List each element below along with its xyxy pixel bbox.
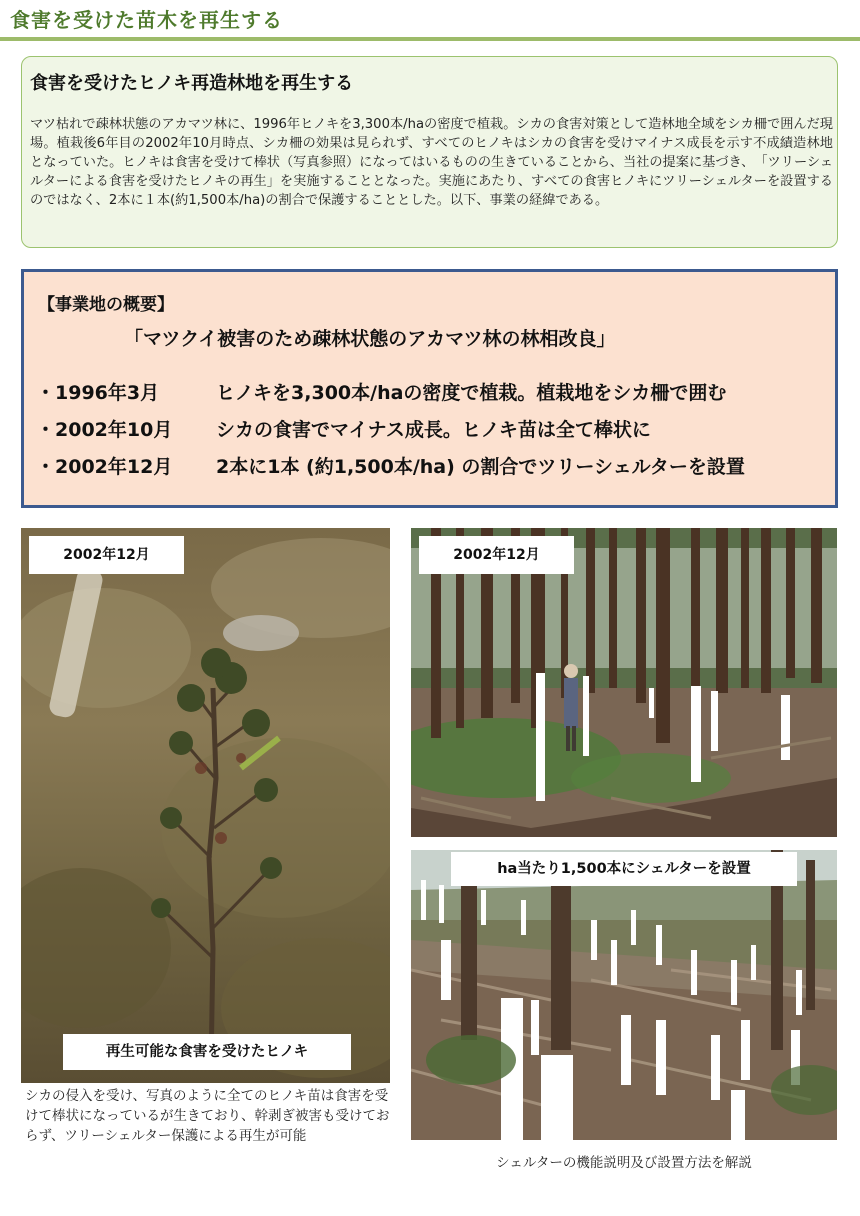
timeline-item (36, 452, 826, 489)
shelter-density-label: ha当たり1,500本にシェルターを設置 (451, 852, 797, 886)
timeline-text: 2本に1本 (約1,500本/ha) の割合でツリーシェルターを設置 (216, 456, 745, 478)
seedling-photo-illustration (21, 528, 390, 1083)
intro-body: マツ枯れで疎林状態のアカマツ林に、1996年ヒノキを3,300本/haの密度で植栽。シカの食害対策として造林地全域をシカ柵で囲んだ現場。植栽後6年目の2002年10月時点、シカ柵の効果は見られず、すべてのヒノキはシカの食害を受けマイナス成長を示す不成績造林地となっていた。ヒノキは食害を受けて棒状（写真参照）になってはいるものの生きていることから、当社の提案に基づき、 「ツリーシェルターによる食害を受けたヒノキの再生」を実施することとなった。実施にあたり、すべての食害ヒノキにツリーシェルターを設置するのではなく、2本に１本(約1,500本/ha)の割合で保護することとした。以下、事業の経緯である。 (30, 117, 833, 208)
summary-heading: 【事業地の概要】 (38, 295, 174, 315)
timeline-item (36, 415, 826, 452)
timeline-date: ・1996年3月 (36, 382, 160, 404)
hillside-photo-illustration (411, 850, 837, 1140)
timeline-text: シカの食害でマイナス成長。ヒノキ苗は全て棒状に (216, 419, 651, 441)
timeline-date: ・2002年12月 (36, 456, 173, 478)
intro-title: 食害を受けたヒノキ再造林地を再生する (30, 73, 354, 94)
photo-hillside-shelters (411, 850, 837, 1140)
seedling-label: 再生可能な食害を受けたヒノキ (63, 1034, 351, 1070)
photo-forest-shelters (411, 528, 837, 837)
photo-date-label: 2002年12月 (419, 536, 574, 574)
page-header (0, 0, 860, 40)
page-title: 食害を受けた苗木を再生する (10, 8, 283, 32)
timeline-item (36, 378, 826, 415)
project-summary-box (21, 269, 838, 508)
photo-date-label: 2002年12月 (29, 536, 184, 574)
forest-photo-illustration (411, 528, 837, 837)
intro-box (21, 56, 838, 248)
timeline-list (36, 378, 826, 489)
timeline-date: ・2002年10月 (36, 419, 173, 441)
right-photo-caption: シェルターの機能説明及び設置方法を解説 (496, 1155, 752, 1171)
left-photo-caption: シカの侵入を受け、写真のように全てのヒノキ苗は食害を受けて棒状になっているが生きており、幹剥ぎ被害も受けておらず、ツリーシェルター保護による再生が可能 (25, 1088, 390, 1144)
timeline-text: ヒノキを3,300本/haの密度で植栽。植栽地をシカ柵で囲む (216, 382, 727, 404)
summary-subtitle: 「マツクイ被害のため疎林状態のアカマツ林の林相改良」 (124, 328, 616, 350)
header-divider (0, 37, 860, 41)
photo-damaged-seedling (21, 528, 390, 1083)
